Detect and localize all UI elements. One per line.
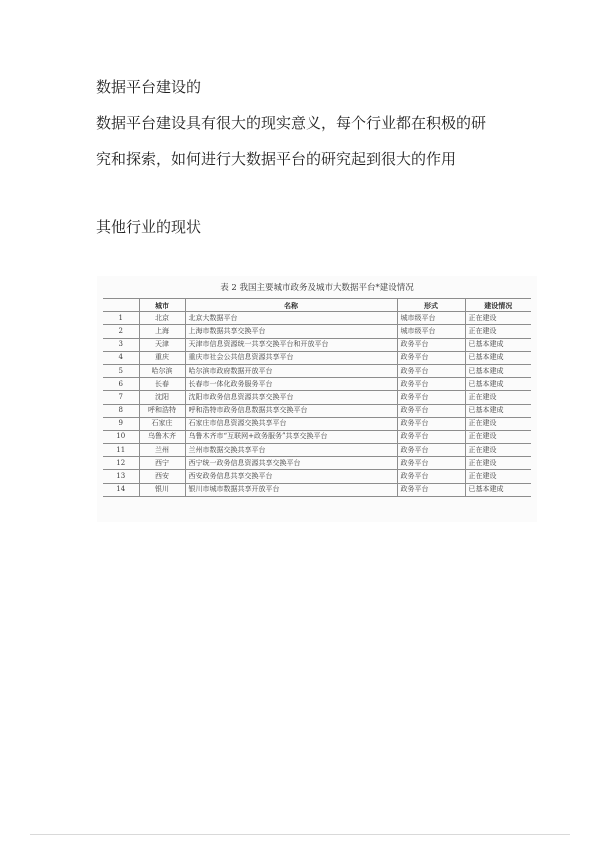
cell-city: 北京	[139, 312, 185, 325]
body-text-line-1: 数据平台建设具有很大的现实意义，每个行业都在积极的研	[96, 114, 487, 132]
cell-status: 正在建设	[465, 312, 531, 325]
cell-form: 政务平台	[397, 364, 465, 377]
cell-city: 呼和浩特	[139, 404, 185, 417]
cell-name: 哈尔滨市政府数据开放平台	[185, 364, 397, 377]
cell-name: 上海市数据共享交换平台	[185, 325, 397, 338]
cell-status: 正在建设	[465, 430, 531, 443]
cell-name: 沈阳市政务信息资源共享交换平台	[185, 391, 397, 404]
cell-form: 政务平台	[397, 404, 465, 417]
cell-city: 西安	[139, 470, 185, 483]
table-row	[103, 325, 531, 338]
document-heading: 数据平台建设的	[96, 78, 202, 96]
table-row	[103, 364, 531, 377]
cell-city: 银川	[139, 483, 185, 496]
cell-status: 正在建设	[465, 391, 531, 404]
cell-city: 天津	[139, 338, 185, 351]
cell-index: 5	[103, 364, 139, 377]
cell-name: 长春市一体化政务服务平台	[185, 378, 397, 391]
cell-form: 政务平台	[397, 457, 465, 470]
cell-city: 上海	[139, 325, 185, 338]
cell-index: 2	[103, 325, 139, 338]
table-figure	[97, 276, 537, 522]
table-row	[103, 483, 531, 496]
cell-city: 兰州	[139, 444, 185, 457]
table-row	[103, 430, 531, 443]
cell-status: 正在建设	[465, 470, 531, 483]
cell-index: 7	[103, 391, 139, 404]
page-bottom-divider	[30, 834, 570, 835]
cell-status: 已基本建成	[465, 338, 531, 351]
cell-form: 政务平台	[397, 470, 465, 483]
cell-status: 正在建设	[465, 444, 531, 457]
table-body	[103, 312, 531, 497]
cell-status: 已基本建成	[465, 364, 531, 377]
cell-index: 1	[103, 312, 139, 325]
cell-form: 城市级平台	[397, 325, 465, 338]
cell-form: 政务平台	[397, 417, 465, 430]
cell-status: 已基本建成	[465, 351, 531, 364]
cell-status: 已基本建成	[465, 483, 531, 496]
header-index	[103, 299, 139, 312]
cell-form: 政务平台	[397, 430, 465, 443]
table-row	[103, 444, 531, 457]
cell-status: 已基本建成	[465, 378, 531, 391]
cell-city: 重庆	[139, 351, 185, 364]
header-city: 城市	[139, 299, 185, 312]
table-row	[103, 404, 531, 417]
cell-index: 6	[103, 378, 139, 391]
cell-name: 银川市城市数据共享开放平台	[185, 483, 397, 496]
cell-index: 13	[103, 470, 139, 483]
cell-city: 哈尔滨	[139, 364, 185, 377]
cell-status: 正在建设	[465, 457, 531, 470]
table-caption: 表 2 我国主要城市政务及城市大数据平台*建设情况	[220, 283, 414, 293]
cell-index: 9	[103, 417, 139, 430]
table-row	[103, 378, 531, 391]
table-row	[103, 417, 531, 430]
cell-city: 沈阳	[139, 391, 185, 404]
cell-form: 政务平台	[397, 391, 465, 404]
body-text-line-2: 究和探索，如何进行大数据平台的研究起到很大的作用	[96, 150, 457, 168]
table-row	[103, 351, 531, 364]
cell-form: 城市级平台	[397, 312, 465, 325]
cell-city: 西宁	[139, 457, 185, 470]
cell-index: 12	[103, 457, 139, 470]
cell-name: 兰州市数据交换共享平台	[185, 444, 397, 457]
table-row	[103, 457, 531, 470]
table-row	[103, 470, 531, 483]
cell-name: 西宁统一政务信息资源共享交换平台	[185, 457, 397, 470]
cell-index: 8	[103, 404, 139, 417]
cell-form: 政务平台	[397, 483, 465, 496]
city-platform-table	[103, 298, 531, 497]
cell-name: 重庆市社会公共信息资源共享平台	[185, 351, 397, 364]
cell-city: 长春	[139, 378, 185, 391]
cell-status: 已基本建成	[465, 404, 531, 417]
header-status: 建设情况	[465, 299, 531, 312]
cell-form: 政务平台	[397, 338, 465, 351]
cell-status: 正在建设	[465, 325, 531, 338]
cell-index: 3	[103, 338, 139, 351]
table-row	[103, 338, 531, 351]
cell-name: 西安政务信息共享交换平台	[185, 470, 397, 483]
table-row	[103, 391, 531, 404]
header-name: 名称	[185, 299, 397, 312]
cell-city: 乌鲁木齐	[139, 430, 185, 443]
cell-form: 政务平台	[397, 351, 465, 364]
header-form: 形式	[397, 299, 465, 312]
cell-name: 呼和浩特市政务信息数据共享交换平台	[185, 404, 397, 417]
cell-status: 正在建设	[465, 417, 531, 430]
cell-index: 11	[103, 444, 139, 457]
cell-index: 10	[103, 430, 139, 443]
cell-form: 政务平台	[397, 444, 465, 457]
table-row	[103, 312, 531, 325]
cell-name: 天津市信息资源统一共享交换平台和开放平台	[185, 338, 397, 351]
cell-index: 14	[103, 483, 139, 496]
table-header-row	[103, 299, 531, 312]
section-heading: 其他行业的现状	[96, 218, 202, 236]
cell-name: 北京大数据平台	[185, 312, 397, 325]
cell-name: 乌鲁木齐市“互联网+政务服务”共享交换平台	[185, 430, 397, 443]
cell-city: 石家庄	[139, 417, 185, 430]
cell-form: 政务平台	[397, 378, 465, 391]
cell-name: 石家庄市信息资源交换共享平台	[185, 417, 397, 430]
cell-index: 4	[103, 351, 139, 364]
